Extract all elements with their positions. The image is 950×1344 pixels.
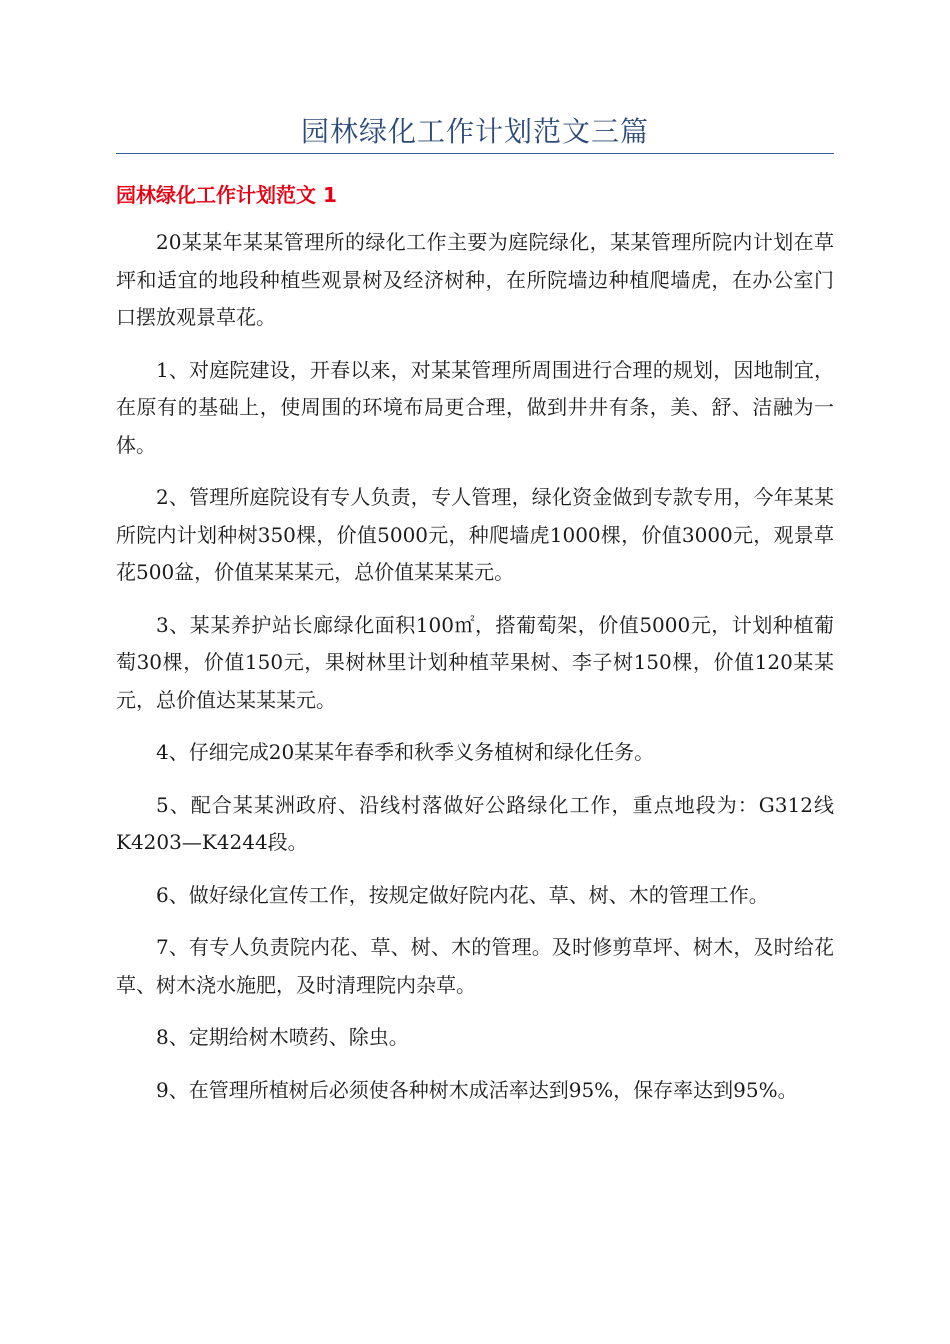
title-underline [116, 153, 834, 154]
paragraph-item-7: 7、有专人负责院内花、草、树、木的管理。及时修剪草坪、树木，及时给花草、树木浇水施肥，及时清理院内杂草。 [116, 935, 834, 997]
paragraph-item-9: 9、在管理所植树后必须使各种树木成活率达到95%，保存率达到95%。 [156, 1077, 798, 1102]
paragraph-item-2: 2、管理所庭院设有专人负责，专人管理，绿化资金做到专款专用，今年某某所院内计划种树350棵，价值5000元，种爬墙虎1000棵，价值3000元，观景草花500盆，价值某某某元，总价值某某某元。 [116, 485, 834, 584]
paragraph-item-3: 3、某某养护站长廊绿化面积100㎡，搭葡萄架，价值5000元，计划种植葡萄30棵，价值150元，果树林里计划种植苹果树、李子树150棵，价值120某某元，总价值达某某某元。 [116, 612, 834, 712]
paragraph-item-1: 1、对庭院建设，开春以来，对某某管理所周围进行合理的规划，因地制宜，在原有的基础上，使周围的环境布局更合理，做到井井有条，美、舒、洁融为一体。 [116, 357, 834, 457]
paragraph-item-6: 6、做好绿化宣传工作，按规定做好院内花、草、树、木的管理工作。 [156, 882, 769, 907]
paragraph-item-5: 5、配合某某洲政府、沿线村落做好公路绿化工作，重点地段为：G312线K4203—K4244段。 [116, 792, 834, 854]
paragraph-item-8: 8、定期给树木喷药、除虫。 [156, 1025, 409, 1049]
paragraph-item-4: 4、仔细完成20某某年春季和秋季义务植树和绿化任务。 [156, 740, 655, 764]
document-title: 园林绿化工作计划范文三篇 [300, 115, 649, 148]
document-body [116, 224, 834, 1124]
paragraph-intro: 20某某年某某管理所的绿化工作主要为庭院绿化，某某管理所院内计划在草坪和适宜的地段种植些观景树及经济树种，在所院墙边种植爬墙虎，在办公室门口摆放观景草花。 [116, 230, 834, 329]
section-heading: 园林绿化工作计划范文 1 [116, 183, 337, 207]
